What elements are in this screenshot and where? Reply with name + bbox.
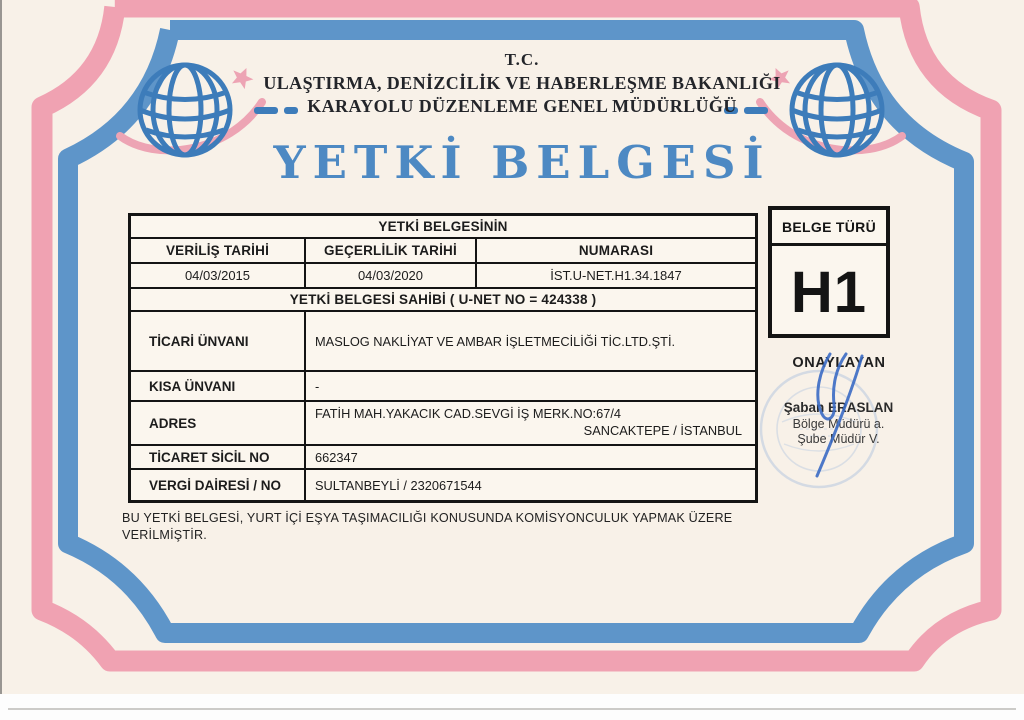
approver-title-2: Şube Müdür V.	[797, 432, 880, 446]
footer-note-line-1: BU YETKİ BELGESİ, YURT İÇİ EŞYA TAŞIMACILIĞI KONUSUNDA KOMİSYONCULUK YAPMAK ÜZERE	[122, 511, 733, 525]
value-adres	[304, 402, 755, 444]
table-row	[131, 400, 755, 444]
value-vergi-dairesi: SULTANBEYLİ / 2320671544	[304, 470, 755, 500]
belge-turu-label: BELGE TÜRÜ	[772, 210, 886, 246]
value-kisa-unvani: -	[304, 372, 755, 400]
table-row	[131, 468, 755, 500]
col-header-verilis-tarihi: VERİLİŞ TARİHİ	[165, 243, 270, 258]
scan-left-edge	[0, 0, 2, 694]
page-title: YETKİ BELGESİ	[273, 136, 771, 189]
label-ticaret-sicil-no: TİCARET SİCİL NO	[149, 449, 270, 465]
approver-block	[766, 400, 911, 446]
col-header-gecerlilik-tarihi: GEÇERLİLİK TARİHİ	[304, 239, 475, 262]
label-ticari-unvani: TİCARİ ÜNVANI	[149, 333, 249, 349]
scan-edge-line	[8, 708, 1016, 710]
value-ticari-unvani: MASLOG NAKLİYAT VE AMBAR İŞLETMECİLİĞİ TİC.LTD.ŞTİ.	[304, 312, 755, 370]
value-gecerlilik-tarihi: 04/03/2020	[304, 264, 475, 287]
footer-note-line-2: VERİLMİŞTİR.	[122, 528, 207, 542]
belge-turu-box	[768, 206, 890, 338]
value-numarasi: İST.U-NET.H1.34.1847	[475, 264, 755, 287]
header-directorate: KARAYOLU DÜZENLEME GENEL MÜDÜRLÜĞÜ	[307, 96, 737, 116]
owner-header-row	[131, 287, 755, 310]
certificate-table	[128, 213, 758, 503]
belge-turu-value: H1	[790, 259, 868, 325]
table-row	[131, 370, 755, 400]
onaylayan-label: ONAYLAYAN	[792, 355, 886, 371]
table-section-header-row	[131, 216, 755, 237]
document-header	[212, 50, 832, 117]
table-column-header-row	[131, 237, 755, 262]
header-tc: T.C.	[504, 50, 540, 69]
col-header-numarasi: NUMARASI	[475, 239, 755, 262]
table-row	[131, 444, 755, 468]
owner-header: YETKİ BELGESİ SAHİBİ ( U-NET NO = 424338 )	[289, 292, 597, 307]
scan-bottom-strip	[0, 694, 1024, 720]
table-values-row	[131, 262, 755, 287]
header-ministry: ULAŞTIRMA, DENİZCİLİK VE HABERLEŞME BAKANLIĞI	[263, 73, 781, 93]
table-row	[131, 310, 755, 370]
footer-note	[122, 510, 782, 544]
adres-line-1: FATİH MAH.YAKACIK CAD.SEVGİ İŞ MERK.NO:67/4	[315, 406, 622, 421]
label-kisa-unvani: KISA ÜNVANI	[149, 378, 236, 394]
approver-name: Şaban ERASLAN	[783, 400, 894, 415]
value-verilis-tarihi: 04/03/2015	[184, 268, 251, 283]
section-header: YETKİ BELGESİNİN	[378, 219, 508, 234]
label-vergi-dairesi: VERGİ DAİRESİ / NO	[149, 477, 282, 493]
label-adres: ADRES	[149, 415, 197, 431]
approver-title-1: Bölge Müdürü a.	[792, 417, 885, 431]
value-ticaret-sicil-no: 662347	[304, 446, 755, 468]
adres-line-2: SANCAKTEPE / İSTANBUL	[583, 423, 742, 438]
